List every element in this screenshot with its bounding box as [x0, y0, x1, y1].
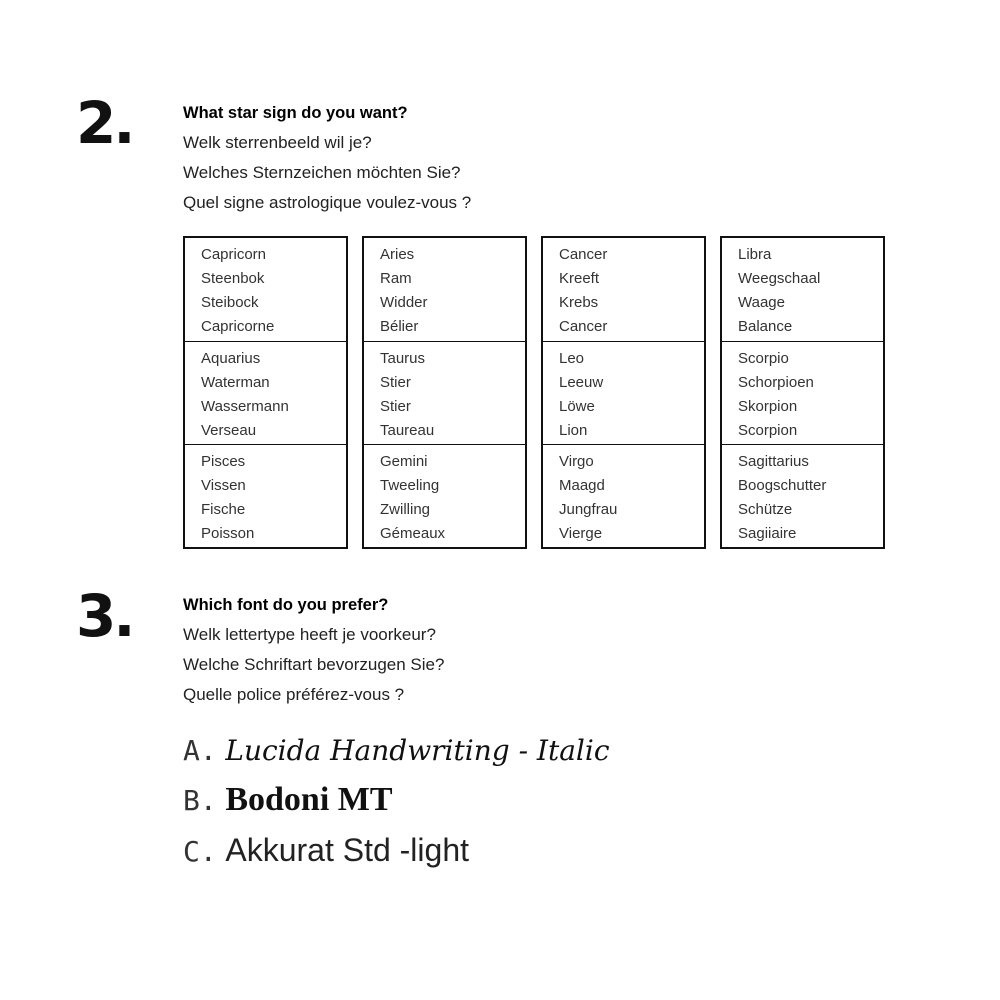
sign-column [362, 236, 527, 549]
sign-name: Cancer [559, 318, 608, 335]
option-label: Bodoni MT [225, 781, 393, 818]
sign-name: Widder [380, 294, 428, 311]
sign-name: Wassermann [201, 398, 289, 415]
sign-name: Weegschaal [738, 270, 821, 287]
sign-name: Pisces [201, 453, 246, 470]
sign-name: Leo [559, 350, 585, 367]
sign-name: Vissen [201, 477, 246, 494]
sign-name: Sagiiaire [738, 525, 797, 542]
sign-option[interactable] [543, 238, 704, 341]
sign-name: Scorpion [738, 422, 798, 439]
sign-name: Boogschutter [738, 477, 827, 494]
question-2-text [183, 98, 471, 218]
sign-name: Balance [738, 318, 793, 335]
option-label: Lucida Handwriting - Italic [225, 734, 610, 767]
sign-name: Maagd [559, 477, 605, 494]
font-options [183, 725, 610, 875]
question-3-text [183, 590, 444, 710]
sign-name: Tweeling [380, 477, 440, 494]
sign-option[interactable] [364, 444, 525, 547]
option-label: Akkurat Std -light [225, 832, 469, 868]
sign-name: Leeuw [559, 374, 604, 391]
sign-name: Bélier [380, 318, 419, 335]
sign-option[interactable] [543, 341, 704, 444]
sign-option[interactable] [722, 444, 883, 547]
sign-name: Stier [380, 374, 411, 391]
sign-name: Virgo [559, 453, 594, 470]
font-option-b[interactable] [183, 775, 610, 825]
sign-column [183, 236, 348, 549]
sign-name: Schorpioen [738, 374, 814, 391]
question-de: Welche Schriftart bevorzugen Sie? [183, 655, 445, 674]
sign-name: Libra [738, 246, 772, 263]
sign-option[interactable] [543, 444, 704, 547]
sign-name: Steibock [201, 294, 259, 311]
sign-name: Taureau [380, 422, 435, 439]
option-letter: C. [183, 835, 217, 868]
sign-name: Ram [380, 270, 412, 287]
sign-option[interactable] [722, 341, 883, 444]
question-number: 3. [76, 582, 133, 650]
sign-name: Capricorne [201, 318, 275, 335]
question-en: Which font do you prefer? [183, 596, 389, 614]
sign-name: Capricorn [201, 246, 267, 263]
sign-name: Verseau [201, 422, 257, 439]
sign-name: Fische [201, 501, 246, 518]
sign-name: Aries [380, 246, 415, 263]
sign-name: Gémeaux [380, 525, 446, 542]
sign-name: Aquarius [201, 350, 261, 367]
sign-name: Krebs [559, 294, 599, 311]
sign-name: Scorpio [738, 350, 789, 367]
sign-name: Waage [738, 294, 785, 311]
sign-name: Sagittarius [738, 453, 809, 470]
sign-option[interactable] [185, 341, 346, 444]
sign-name: Stier [380, 398, 411, 415]
question-fr: Quelle police préférez-vous ? [183, 685, 405, 704]
sign-option[interactable] [364, 341, 525, 444]
font-option-c[interactable] [183, 825, 610, 875]
sign-name: Steenbok [201, 270, 265, 287]
question-en: What star sign do you want? [183, 104, 408, 122]
sign-column [720, 236, 885, 549]
sign-option[interactable] [364, 238, 525, 341]
sign-name: Lion [559, 422, 588, 439]
question-fr: Quel signe astrologique voulez-vous ? [183, 193, 472, 212]
question-nl: Welk sterrenbeeld wil je? [183, 133, 372, 152]
sign-name: Löwe [559, 398, 595, 415]
sign-column [541, 236, 706, 549]
font-option-a[interactable] [183, 725, 610, 775]
sign-option[interactable] [722, 238, 883, 341]
sign-name: Skorpion [738, 398, 798, 415]
sign-name: Waterman [201, 374, 270, 391]
sign-name: Vierge [559, 525, 603, 542]
sign-name: Jungfrau [559, 501, 618, 518]
sign-name: Gemini [380, 453, 428, 470]
question-nl: Welk lettertype heeft je voorkeur? [183, 625, 436, 644]
sign-name: Zwilling [380, 501, 431, 518]
sign-option[interactable] [185, 238, 346, 341]
sign-name: Schütze [738, 501, 793, 518]
sign-name: Taurus [380, 350, 426, 367]
sign-name: Poisson [201, 525, 255, 542]
option-letter: B. [183, 784, 217, 817]
question-number: 2. [76, 89, 133, 157]
sign-name: Cancer [559, 246, 608, 263]
option-letter: A. [183, 734, 217, 767]
question-de: Welches Sternzeichen möchten Sie? [183, 163, 461, 182]
sign-name: Kreeft [559, 270, 600, 287]
sign-option[interactable] [185, 444, 346, 547]
